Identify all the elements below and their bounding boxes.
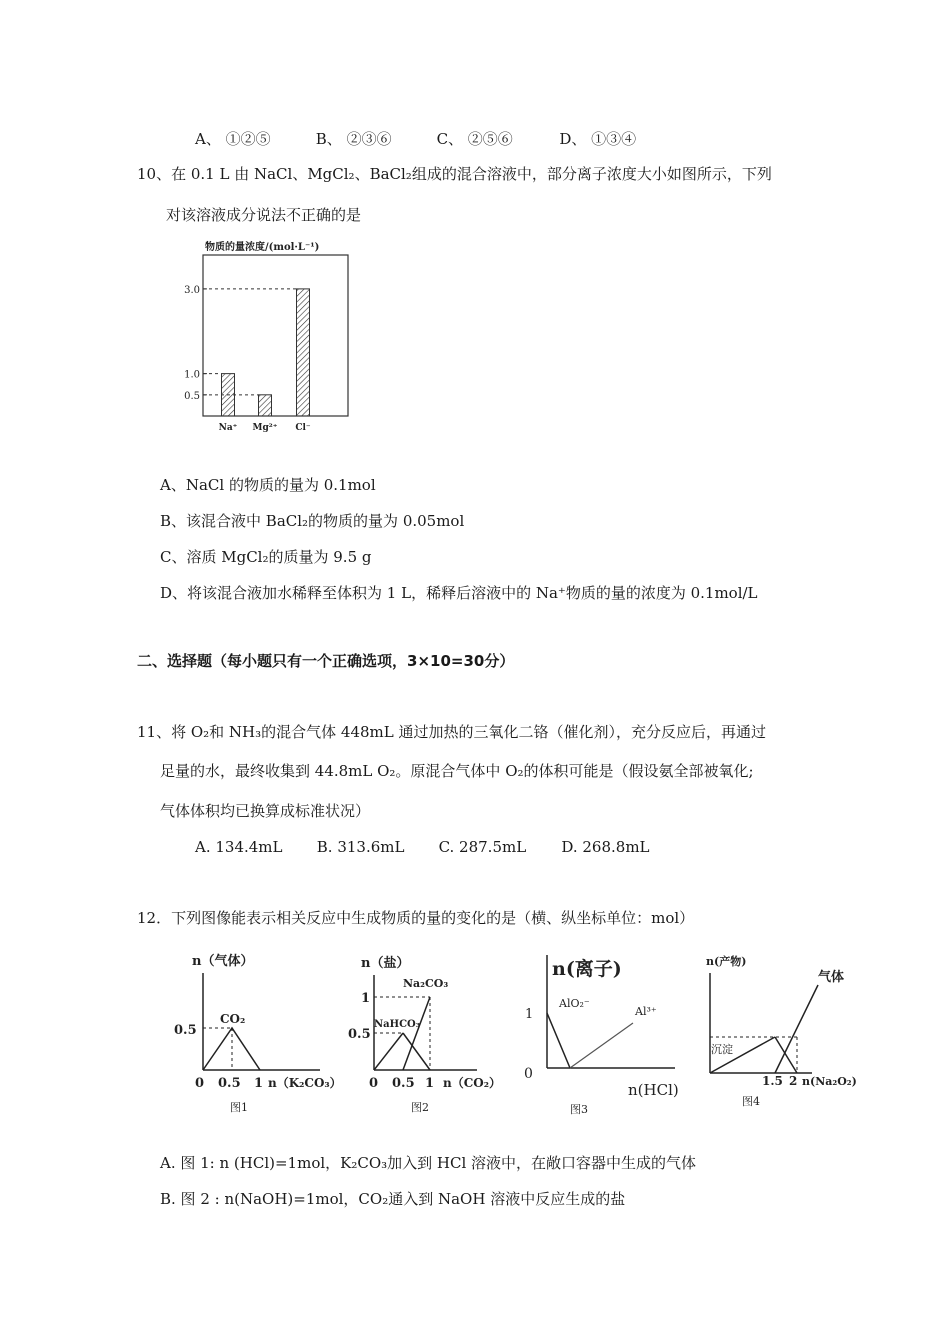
fig2-ylabel: n（盐） <box>361 956 410 971</box>
q9-option-c: C、 ②⑤⑥ <box>436 130 513 148</box>
chart-category-label: Na⁺ <box>218 423 238 433</box>
fig2-na2co3-label: Na₂CO₃ <box>403 977 449 990</box>
q9-option-b: B、 ②③⑥ <box>315 130 392 148</box>
fig1-ylabel: n（气体） <box>192 954 254 969</box>
fig4-xlabel: n(Na₂O₂) <box>802 1075 857 1088</box>
fig3-y1: 1 <box>525 1007 534 1022</box>
fig3-al3-label: Al³⁺ <box>635 1005 657 1018</box>
fig3-alo2-label: AlO₂⁻ <box>559 997 590 1010</box>
q12-stem: 12．下列图像能表示相关反应中生成物质的量的变化的是（横、纵坐标单位：mol） <box>137 909 695 927</box>
chart-bar <box>297 289 310 416</box>
fig2-x0: 0 <box>369 1076 379 1091</box>
fig2-y1: 1 <box>361 991 371 1006</box>
fig1-y05: 0.5 <box>174 1023 197 1038</box>
fig2-xlabel: n（CO₂） <box>443 1076 501 1090</box>
q11-option-a: A. 134.4mL <box>195 838 283 856</box>
q12-figure-1 <box>170 945 342 1125</box>
fig3-xlabel: n(HCl) <box>628 1081 679 1099</box>
fig1-x1: 1 <box>254 1076 264 1091</box>
q11-option-b: B. 313.6mL <box>316 838 405 856</box>
fig4-gas-label: 气体 <box>818 970 845 985</box>
fig3-y0: 0 <box>524 1066 533 1082</box>
q12-option-a: A. 图 1: n (HCl)=1mol，K₂CO₃加入到 HCl 溶液中，在敞口容器中生成的气体 <box>160 1154 697 1172</box>
fig1-xlabel: n（K₂CO₃） <box>268 1076 342 1090</box>
q9-option-d: D、 ①③④ <box>559 130 637 148</box>
q11-line1: 11、将 O₂和 NH₃的混合气体 448mL 通过加热的三氧化二铬（催化剂），充分反应后，再通过 <box>137 723 767 741</box>
chart-y-tick-label: 1.0 <box>184 369 200 381</box>
fig2-y05: 0.5 <box>348 1027 371 1042</box>
fig4-x2: 2 <box>789 1074 798 1088</box>
fig4-precip-label: 沉淀 <box>711 1043 733 1056</box>
q10-option-b: B、该混合液中 BaCl₂的物质的量为 0.05mol <box>160 512 465 530</box>
q11-line2: 足量的水，最终收集到 44.8mL O₂。原混合气体中 O₂的体积可能是（假设氨全部被氧化; <box>160 762 754 780</box>
q9-options <box>195 128 636 149</box>
q12-figure-3 <box>515 945 690 1125</box>
q12-figure-2 <box>345 945 505 1125</box>
fig3-ylabel: n(离子) <box>552 958 622 980</box>
fig3-caption: 图3 <box>570 1103 588 1116</box>
fig4-caption: 图4 <box>742 1095 760 1108</box>
q10-stem-line2: 对该溶液成分说法不正确的是 <box>166 206 362 224</box>
q10-option-c: C、溶质 MgCl₂的质量为 9.5 g <box>160 548 372 566</box>
chart-ylabel: 物质的量浓度/(mol·L⁻¹) <box>205 242 320 253</box>
q10-bar-chart <box>185 238 365 438</box>
chart-category-label: Cl⁻ <box>295 423 311 433</box>
q11-line3: 气体体积均已换算成标准状况） <box>160 802 371 820</box>
fig2-nahco3-label: NaHCO₃ <box>374 1019 421 1030</box>
q11-option-d: D. 268.8mL <box>561 838 650 856</box>
fig1-x0: 0 <box>195 1076 205 1091</box>
fig2-x1: 1 <box>425 1076 435 1091</box>
chart-y-tick-label: 3.0 <box>184 284 200 296</box>
chart-bar <box>259 395 272 416</box>
q10-stem-line1: 10、在 0.1 L 由 NaCl、MgCl₂、BaCl₂组成的混合溶液中，部分离子浓度大小如图所示，下列 <box>137 165 772 183</box>
fig1-co2-label: CO₂ <box>220 1012 246 1026</box>
q9-option-a: A、 ①②⑤ <box>195 130 271 148</box>
fig4-x15: 1.5 <box>762 1074 783 1088</box>
fig2-caption: 图2 <box>411 1101 429 1114</box>
section2-title: 二、选择题（每小题只有一个正确选项，3×10=30分） <box>137 652 515 670</box>
q10-option-d: D、将该混合液加水稀释至体积为 1 L，稀释后溶液中的 Na⁺物质的量的浓度为 0.1mol/L <box>160 584 758 602</box>
fig1-caption: 图1 <box>230 1101 248 1114</box>
q12-option-b: B. 图 2 : n(NaOH)=1mol，CO₂通入到 NaOH 溶液中反应生成的盐 <box>160 1190 626 1208</box>
fig2-x05: 0.5 <box>392 1076 415 1091</box>
q10-option-a: A、NaCl 的物质的量为 0.1mol <box>160 476 376 494</box>
q11-options <box>195 838 650 856</box>
fig4-ylabel: n(产物) <box>706 955 747 968</box>
q11-option-c: C. 287.5mL <box>438 838 527 856</box>
chart-y-tick-label: 0.5 <box>184 390 200 402</box>
chart-category-label: Mg²⁺ <box>252 423 278 433</box>
fig1-x05: 0.5 <box>218 1076 241 1091</box>
q12-figure-4 <box>700 945 875 1125</box>
